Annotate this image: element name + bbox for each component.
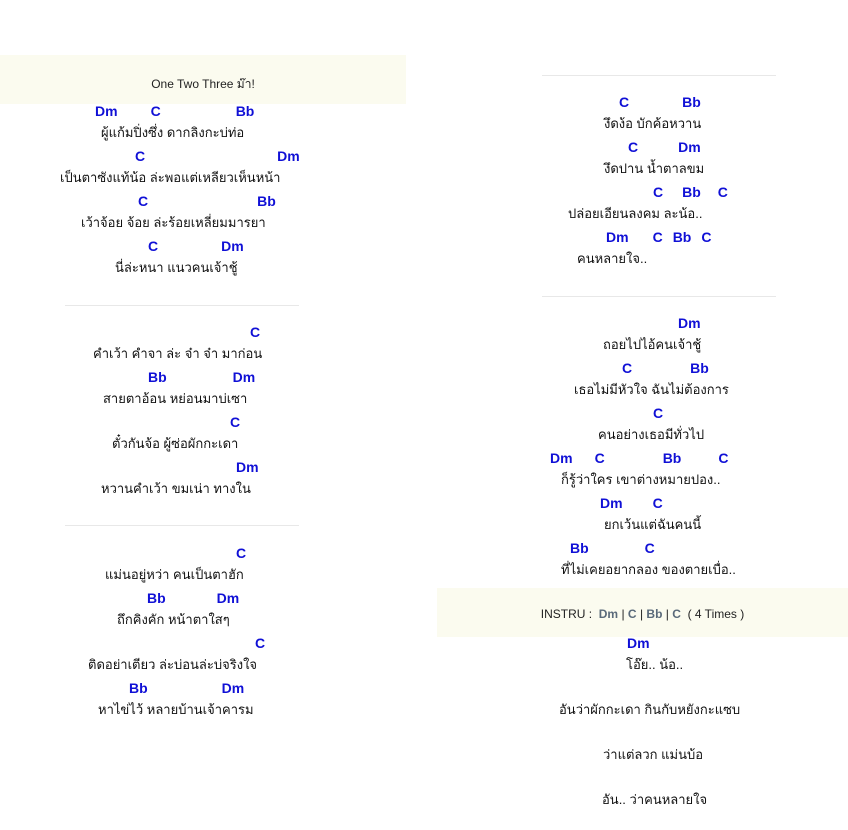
lyric-line: ยกเว้นแต่ฉันคนนี้ — [604, 517, 702, 532]
lyric-line: ถึกคิงคัก หน้าตาใสๆ — [117, 612, 230, 627]
chord-line — [622, 360, 709, 376]
instru-separator: | — [621, 607, 625, 621]
chord-line — [148, 369, 255, 385]
chord: Dm — [221, 238, 244, 254]
chord: Bb — [672, 229, 692, 245]
chord: Dm — [232, 369, 256, 385]
chord: Dm — [627, 635, 650, 651]
lyric-line: หาไข่ไว้ หลายบ้านเจ้าคารม — [98, 702, 254, 717]
chord: Bb — [570, 540, 589, 556]
chord-line — [570, 540, 655, 556]
lyric-line: เว้าจ้อย จ้อย ล่ะร้อยเหลี่ยมมารยา — [81, 215, 266, 230]
lyric-line: นี่ล่ะหนา แนวคนเจ้าชู้ — [115, 260, 238, 275]
instru-times: ( 4 Times ) — [687, 607, 745, 621]
chord-line — [653, 184, 728, 200]
chord: C — [594, 450, 605, 466]
lyric-line: ก็รู้ว่าใคร เขาต่างหมายปอง.. — [561, 472, 721, 487]
intro-text: One Two Three ม๊า! — [151, 77, 255, 91]
lyric-line: ผู้แก้มปิ่งซึ่ง ดากลิงกะบ่ท่อ — [101, 125, 245, 140]
instru-band — [437, 588, 848, 637]
instru-separator: | — [639, 607, 644, 621]
lyric-line: อันว่าผักกะเดา กินกับหยังกะแซบ — [559, 702, 741, 717]
lyric-line: ที่ไม่เคยอยากลอง ของตายเบื่อ.. — [561, 562, 736, 577]
chord: Dm — [550, 450, 573, 466]
lyric-line: แม่นอยู่หว่า คนเป็นตาฮัก — [105, 567, 244, 582]
chord: Dm — [216, 590, 240, 606]
chord: Bb — [129, 680, 148, 696]
chord: Bb — [690, 360, 709, 376]
lyric-line: สายตาอ้อน หย่อนมาบ่เซา — [103, 391, 248, 406]
chord: C — [701, 229, 712, 245]
chord: Dm — [95, 103, 118, 119]
chord-line — [550, 450, 728, 466]
chord: C — [622, 360, 633, 376]
chord: C — [644, 540, 655, 556]
chord-line — [230, 414, 240, 430]
chord: Bb — [235, 103, 255, 119]
lyric-line: คนอย่างเธอมีทั่วไป — [598, 427, 705, 442]
chord: C — [135, 148, 146, 164]
chord: Bb — [682, 184, 701, 200]
chord-line — [138, 193, 276, 209]
chord: Bb — [257, 193, 276, 209]
chord-line — [600, 495, 663, 511]
lyric-line: ถอยไปไอ้คนเจ้าชู้ — [603, 337, 702, 352]
chord: C — [255, 635, 266, 651]
chord: C — [138, 193, 149, 209]
lyric-line: หวานคำเว้า ขมเน่า ทางใน — [101, 481, 251, 496]
section-divider — [542, 75, 776, 76]
lyric-line: โอ๊ย.. น้อ.. — [626, 657, 684, 672]
chord: Dm — [678, 139, 701, 155]
chord: Bb — [147, 590, 166, 606]
chord: Bb — [662, 450, 682, 466]
chord-line — [148, 238, 244, 254]
chord: C — [619, 94, 630, 110]
intro-band — [0, 55, 406, 104]
section-divider — [65, 305, 299, 306]
chord-line — [606, 229, 711, 245]
chord: C — [230, 414, 241, 430]
lyric-line: เป็นตาซังแท้น้อ ล่ะพอแต่เหลียวเห็นหน้า — [60, 170, 281, 185]
instru-line — [437, 607, 848, 621]
instru-chord: Bb — [646, 607, 663, 621]
instru-label: INSTRU : — [540, 607, 593, 621]
chord: C — [250, 324, 261, 340]
chord-line — [250, 324, 260, 340]
chord: Bb — [682, 94, 701, 110]
chord-line — [628, 139, 701, 155]
chord: C — [653, 184, 664, 200]
lyric-line: งึดง้อ บักค้อหวาน — [604, 116, 702, 131]
chord-line — [619, 94, 701, 110]
chord-line — [95, 103, 254, 119]
chord: C — [236, 545, 247, 561]
chord-line — [135, 148, 300, 164]
chord: Dm — [606, 229, 629, 245]
lyric-line: ปล่อยเอียนลงคม ละน้อ.. — [568, 206, 703, 221]
chord-line — [236, 545, 246, 561]
instru-chord: Dm — [598, 607, 619, 621]
chord: C — [652, 495, 663, 511]
section-divider — [65, 525, 299, 526]
lyric-line: ติดอย่าเตียว ล่ะบ่อนล่ะบ่จริงใจ — [88, 657, 258, 672]
chord-line — [255, 635, 265, 651]
chord-line — [236, 459, 259, 475]
chord: C — [652, 229, 663, 245]
chord-line — [147, 590, 239, 606]
chord: Dm — [221, 680, 245, 696]
chord: C — [628, 139, 639, 155]
instru-chord: C — [672, 607, 681, 621]
chord: Dm — [678, 315, 701, 331]
lyric-line: ว่าแต่ลวก แม่นบ้อ — [603, 747, 704, 762]
lyric-line: อัน.. ว่าคนหลายใจ — [602, 792, 708, 807]
lyric-line: ตั๋วกันจ้อ ผู้ซ่อผักกะเดา — [112, 436, 239, 451]
lyric-line: เธอไม่มีหัวใจ ฉันไม่ต้องการ — [574, 382, 729, 397]
chord-line — [627, 635, 650, 651]
chord: Dm — [600, 495, 623, 511]
instru-separator: | — [665, 607, 669, 621]
chord: C — [718, 450, 729, 466]
chord: C — [653, 405, 664, 421]
lyric-line: คนหลายใจ.. — [577, 251, 648, 266]
lyric-line: งึดปาน น้ำตาลขม — [604, 161, 705, 176]
chord: Bb — [148, 369, 167, 385]
instru-chord: C — [627, 607, 637, 621]
chord-line — [129, 680, 244, 696]
chord: C — [148, 238, 159, 254]
chord-line — [678, 315, 701, 331]
chord: Dm — [277, 148, 300, 164]
chord: C — [150, 103, 161, 119]
chord-line — [653, 405, 663, 421]
section-divider — [542, 296, 776, 297]
chord: C — [717, 184, 728, 200]
lyric-line: คำเว้า คำจา ล่ะ จ๋า จ๋า มาก่อน — [93, 346, 263, 361]
chord: Dm — [236, 459, 259, 475]
